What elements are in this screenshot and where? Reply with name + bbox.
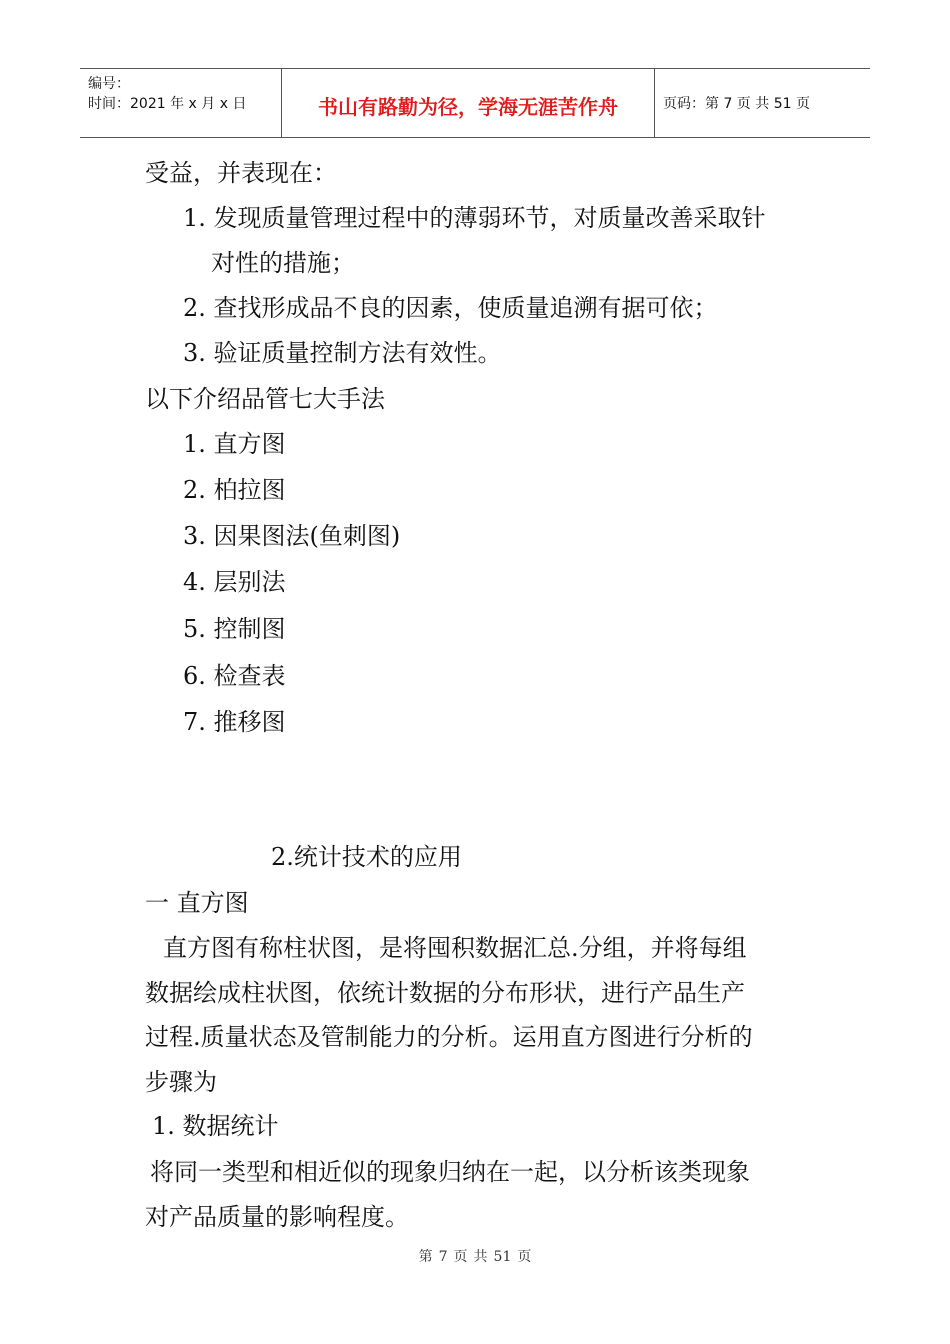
benefit-item-1: 1. 发现质量管理过程中的薄弱环节，对质量改善采取针 <box>183 204 766 232</box>
paragraph-line: 过程.质量状态及管制能力的分析。运用直方图进行分析的 <box>145 1023 753 1051</box>
method-item: 2. 柏拉图 <box>183 476 286 504</box>
document-time-label: 时间：2021 年 x 月 x 日 <box>88 96 247 112</box>
step-line: 将同一类型和相近似的现象归纳在一起，以分析该类现象 <box>150 1158 750 1186</box>
step-line: 对产品质量的影响程度。 <box>145 1203 409 1231</box>
page-footer <box>0 1246 950 1266</box>
methods-title: 以下介绍品管七大手法 <box>145 385 385 413</box>
footer-page-prefix: 第 <box>418 1249 433 1265</box>
paragraph-line: 直方图有称柱状图，是将囤积数据汇总.分组，并将每组 <box>163 934 747 962</box>
header-motto-cell <box>282 69 655 137</box>
section-title: 2.统计技术的应用 <box>271 843 462 871</box>
footer-total-unit: 页 <box>517 1249 532 1265</box>
header-motto: 书山有路勤为径，学海无涯苦作舟 <box>318 95 618 119</box>
method-item: 4. 层别法 <box>183 568 286 596</box>
method-item: 7. 推移图 <box>183 708 286 736</box>
benefit-item-1-continued: 对性的措施； <box>211 249 355 277</box>
paragraph-line: 数据绘成柱状图，依统计数据的分布形状，进行产品生产 <box>145 979 745 1007</box>
page-header <box>80 68 870 138</box>
footer-page-number: 7 <box>438 1249 448 1265</box>
step-title: 1. 数据统计 <box>152 1112 279 1140</box>
subsection-title: 一 直方图 <box>145 889 249 917</box>
header-meta-cell <box>80 69 282 137</box>
document-number-label: 编号： <box>88 76 130 92</box>
intro-text: 受益，并表现在： <box>145 159 337 187</box>
header-page-cell <box>655 69 870 137</box>
benefit-item-2: 2. 查找形成品不良的因素，使质量追溯有据可依； <box>183 294 718 322</box>
method-item: 1. 直方图 <box>183 430 286 458</box>
method-item: 5. 控制图 <box>183 615 286 643</box>
method-item: 6. 检查表 <box>183 662 286 690</box>
footer-page-unit: 页 <box>453 1249 468 1265</box>
paragraph-line: 步骤为 <box>145 1068 217 1096</box>
footer-total-pages: 51 <box>493 1249 512 1265</box>
benefit-item-3: 3. 验证质量控制方法有效性。 <box>183 339 502 367</box>
method-item: 3. 因果图法(鱼刺图) <box>183 522 401 550</box>
header-page-code: 页码：第 7 页 共 51 页 <box>663 96 810 112</box>
footer-total-prefix: 共 <box>473 1249 488 1265</box>
